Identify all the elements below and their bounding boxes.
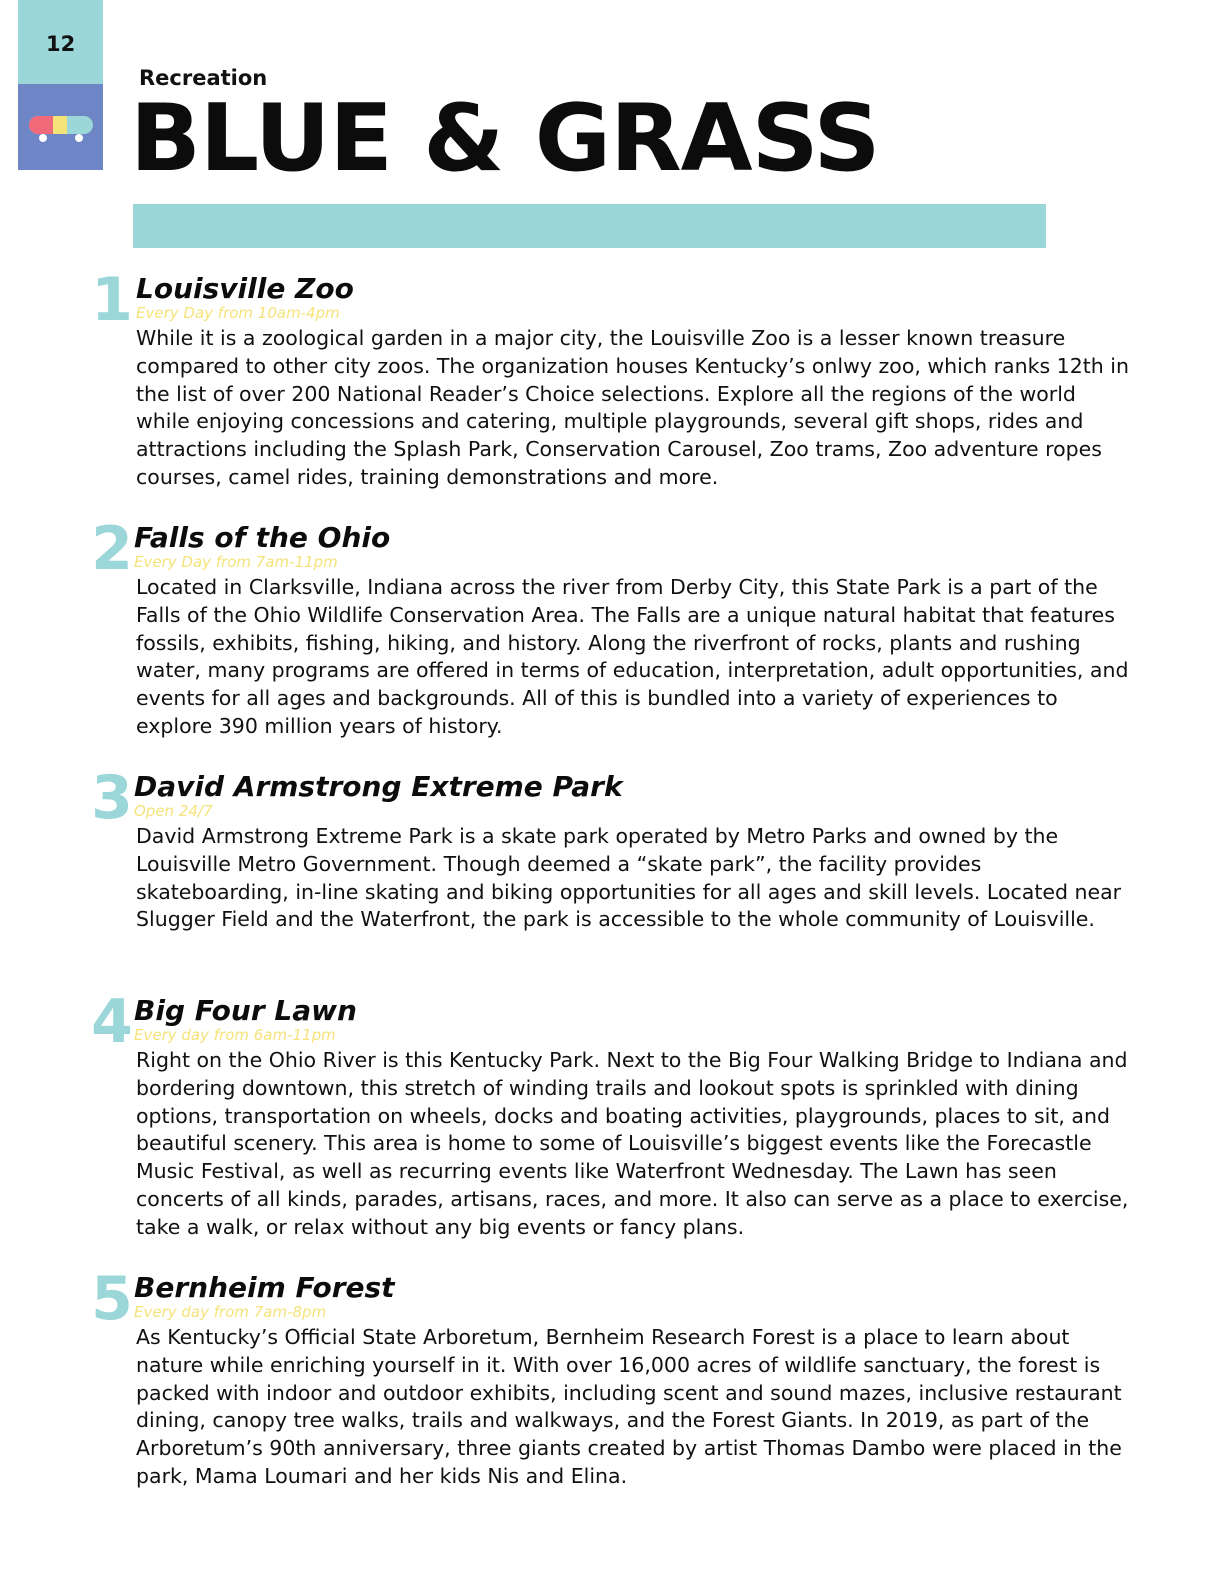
section-label: Recreation (139, 66, 268, 90)
entry-description: Located in Clarksville, Indiana across the river from Derby City, this State Park is a part of the Falls of the Ohio Wildlife Conservation Area. The Falls are a unique natural habitat that features fossils, exhibits, fishing, hiking, and history. Along the riverfront of rocks, plants and rushing water, many programs are offered in terms of education, interpretation, adult opportunities, and events for all ages and backgrounds. All of this is bundled into a variety of experiences to explore 390 million years of history. (136, 575, 1129, 738)
entry-title: David Armstrong Extreme Park (134, 770, 623, 803)
entry-number: 3 (91, 763, 133, 833)
entry-hours: Every day from 7am-8pm (134, 1303, 327, 1321)
entry-number: 4 (91, 987, 133, 1057)
title-underline-bar (133, 204, 1046, 248)
entry-description: Right on the Ohio River is this Kentucky Park. Next to the Big Four Walking Bridge to Indiana and bordering downtown, this stretch of winding trails and lookout spots is sprinkled with dining options, transportation on wheels, docks and boating activities, playgrounds, places to sit, and beautiful scenery. This area is home to some of Louisville’s biggest events like the Forecastle Music Festival, as well as recurring events like Waterfront Wednesday. The Lawn has seen concerts of all kinds, parades, artisans, races, and more. It also can serve as a place to exercise, take a walk, or relax without any big events or fancy plans. (136, 1048, 1129, 1239)
entry-hours: Every day from 6am-11pm (134, 1026, 336, 1044)
entry-number: 5 (91, 1264, 133, 1334)
page-number: 12 (46, 32, 76, 56)
section-icon-tab (18, 84, 103, 170)
entry-number: 2 (91, 514, 133, 584)
entry-number: 1 (91, 265, 133, 335)
entry-description: David Armstrong Extreme Park is a skate park operated by Metro Parks and owned by the Louisville Metro Government. Though deemed a “skate park”, the facility provides skateboarding, in-line skating and biking opportunities for all ages and skill levels. Located near Slugger Field and the Waterfront, the park is accessible to the whole community of Louisville. (136, 824, 1122, 932)
entry-description: While it is a zoological garden in a major city, the Louisville Zoo is a lesser known treasure compared to other city zoos. The organization houses Kentucky’s onlwy zoo, which ranks 12th in the list of over 200 National Reader’s Choice selections. Explore all the regions of the world while enjoying concessions and catering, multiple playgrounds, several gift shops, rides and attractions including the Splash Park, Conservation Carousel, Zoo trams, Zoo adventure ropes courses, camel rides, training demonstrations and more. (136, 326, 1129, 489)
skateboard-icon (27, 112, 95, 146)
entry-title: Falls of the Ohio (134, 521, 391, 554)
entry-description: As Kentucky’s Official State Arboretum, Bernheim Research Forest is a place to learn about nature while enriching yourself in it. With over 16,000 acres of wildlife sanctuary, the forest is packed with indoor and outdoor exhibits, including scent and sound mazes, inclusive restaurant dining, canopy tree walks, trails and walkways, and the Forest Giants. In 2019, as part of the Arboretum’s 90th anniversary, three giants created by artist Thomas Dambo were placed in the park, Mama Loumari and her kids Nis and Elina. (136, 1325, 1122, 1488)
entry-title: Louisville Zoo (136, 272, 354, 305)
entry-hours: Every Day from 10am-4pm (136, 304, 340, 322)
entry-title: Big Four Lawn (134, 994, 357, 1027)
entry-title: Bernheim Forest (134, 1271, 395, 1304)
entry-hours: Open 24/7 (134, 802, 213, 820)
page-title: BLUE & GRASS (130, 84, 880, 192)
entry-hours: Every Day from 7am-11pm (134, 553, 338, 571)
